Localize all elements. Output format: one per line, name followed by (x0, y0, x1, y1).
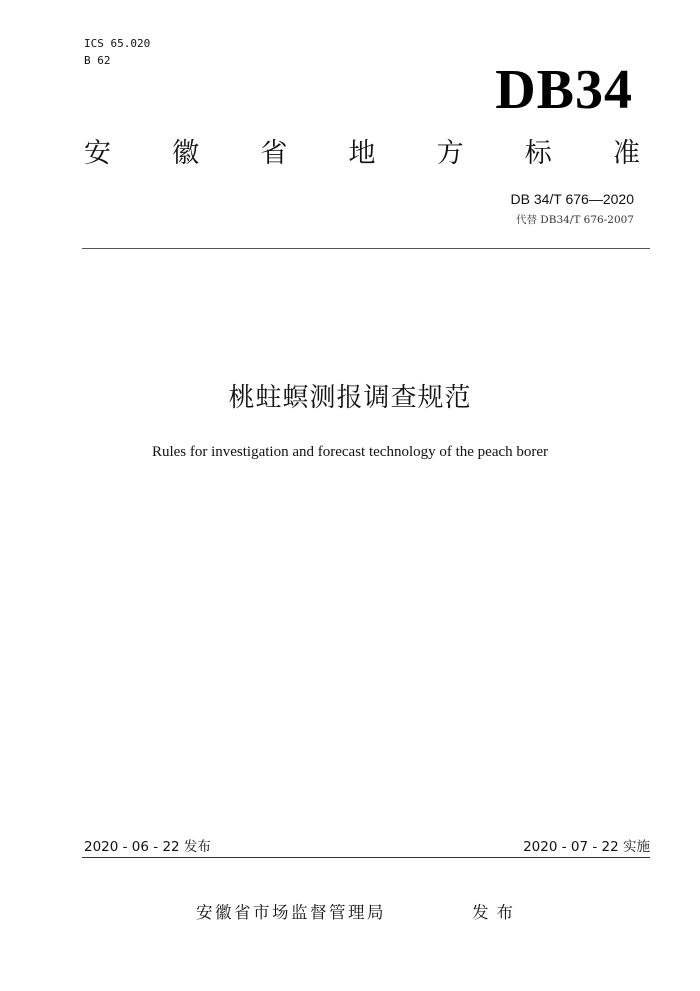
standard-type-char: 省 (260, 138, 288, 169)
standard-type-char: 方 (436, 138, 464, 169)
footer-divider (82, 857, 650, 858)
ics-code: ICS 65.020 (84, 37, 151, 50)
replaces-standard: 代替 DB34/T 676-2007 (515, 214, 634, 226)
standard-type-char: 准 (612, 138, 640, 169)
standard-type (84, 136, 640, 176)
ccs-code: B 62 (84, 54, 111, 67)
document-title-english: Rules for investigation and forecast technology of the peach borer (151, 444, 549, 460)
publish-label: 发布 (472, 903, 521, 922)
db-logo: DB34 (495, 59, 633, 121)
publisher-name: 安徽省市场监督管理局 (196, 903, 386, 922)
header-divider (82, 248, 650, 249)
standard-type-char: 徽 (172, 138, 200, 169)
standard-type-char: 安 (84, 138, 111, 169)
standard-type-char: 标 (524, 138, 552, 169)
issue-date: 2020 - 06 - 22 发布 (84, 839, 211, 855)
standard-type-char: 地 (348, 138, 376, 169)
implementation-date: 2020 - 07 - 22 实施 (523, 839, 650, 855)
document-title-chinese: 桃蛀螟测报调查规范 (228, 383, 472, 413)
standard-number: DB 34/T 676—2020 (510, 191, 634, 207)
